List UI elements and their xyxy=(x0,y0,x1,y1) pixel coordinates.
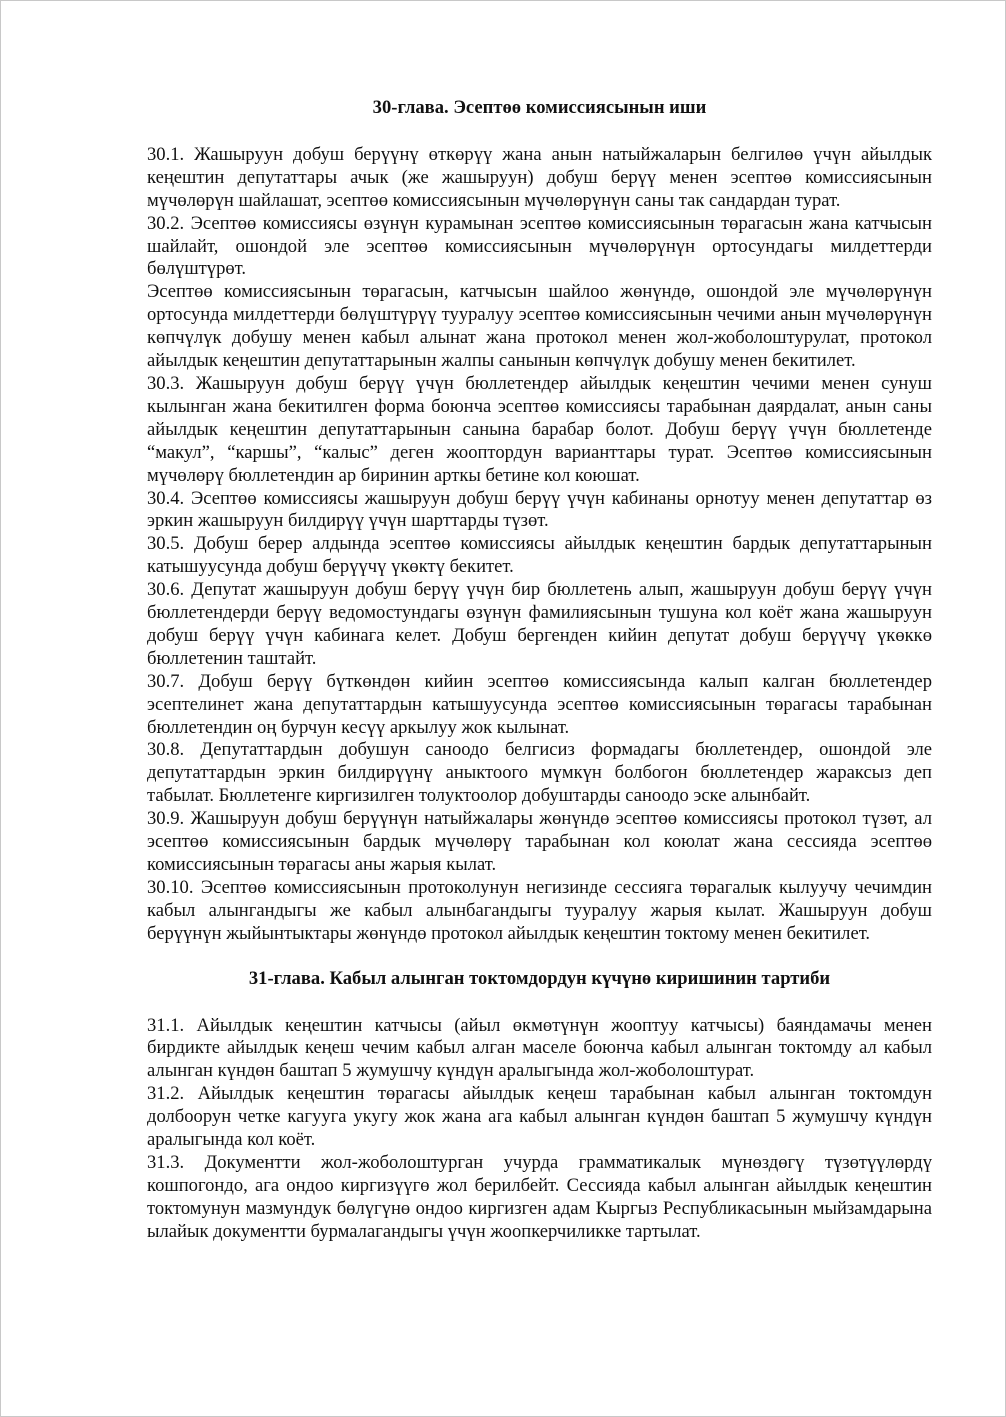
paragraph-31-1: 31.1. Айылдык кеңештин катчысы (айыл өкмөтүнүн жооптуу катчысы) баяндамачы менен бирдикте айылдык кеңеш чечим кабыл алган маселе боюнча кабыл алынган токтомду ал кабыл алынган күндөн баштап 5 жумушчу күндүн аралыгында жол-жоболоштурат. xyxy=(147,1014,932,1082)
chapter-31-title: 31-глава. Кабыл алынган токтомдордун күчүнө киришинин тартиби xyxy=(248,967,831,989)
paragraph-30-2: 30.2. Эсептөө комиссиясы өзүнүн курамынан эсептөө комиссиясынын төрагасын жана катчысын шайлайт, ошондой эле эсептөө комиссиясынын мүчөлөрүнүн ортосундагы милдеттерди бөлүштүрөт. xyxy=(147,212,932,280)
paragraph-30-2-cont: Эсептөө комиссиясынын төрагасын, катчысын шайлоо жөнүндө, ошондой эле мүчөлөрүнүн ортосунда милдеттерди бөлүштүрүү тууралуу эсептөө комиссиясынын чечими анын мүчөлөрүнүн көпчүлүк добушу менен кабыл алынат жана протокол менен жол-жоболоштурулат, протокол айылдык кеңештин депутаттарынын жалпы санынын көпчүлүк добушу менен бекитилет. xyxy=(147,281,932,372)
chapter-30-title: 30-глава. Эсептөө комиссиясынын иши xyxy=(372,97,707,118)
paragraph-30-1: 30.1. Жашыруун добуш берүүнү өткөрүү жана анын натыйжаларын белгилөө үчүн айылдык кеңештин депутаттары ачык (же жашыруун) добуш берүү менен эсептөө комиссиясынын мүчөлөрүн шайлашат, эсептөө комиссиясынын мүчөлөрүнүн саны так сандардан турат. xyxy=(147,143,932,211)
paragraph-30-6: 30.6. Депутат жашыруун добуш берүү үчүн бир бюллетень алып, жашыруун добуш берүү үчүн бюллетендерди берүү ведомостундагы өзүнүн фамилиясынын тушуна кол коёт жана жашыруун добуш берүү үчүн кабинага келет. Добуш бергенден кийин депутат добуш берүүчү үкөккө бюллетенин таштайт. xyxy=(147,579,932,669)
paragraph-31-3: 31.3. Документти жол-жоболоштурган учурда грамматикалык мүнөздөгү түзөтүүлөрдү кошпогондо, ага ондоо киргизүүгө жол берилбейт. Сессияда кабыл алынган айылдык кеңештин токтомунун мазмундук бөлүгүнө ондоо киргизген адам Кыргыз Республикасынын мыйзамдарына ылайык документти бурмалагандыгы үчүн жоопкерчиликке тартылат. xyxy=(147,1151,932,1242)
paragraph-30-8: 30.8. Депутаттардын добушун саноодо белгисиз формадагы бюллетендер, ошондой эле депутаттардын эркин билдирүүнү аныктоого мүмкүн болбогон бюллетендер жараксыз деп табылат. Бюллетенге киргизилген толуктоолор добуштарды саноодо эске алынбайт. xyxy=(147,739,932,807)
paragraph-30-4: 30.4. Эсептөө комиссиясы жашыруун добуш берүү үчүн кабинаны орнотуу менен депутаттар өз эркин жашыруун билдирүү үчүн шарттарды түзөт. xyxy=(147,487,932,532)
paragraph-30-10: 30.10. Эсептөө комиссиясынын протоколунун негизинде сессияга төрагалык кылуучу чечимдин кабыл алынгандыгы же кабыл алынбагандыгы тууралуу жарыя кылат. Жашыруун добуш берүүнүн жыйынтыктары жөнүндө протокол айылдык кеңештин токтому менен бекитилет. xyxy=(147,876,932,944)
paragraph-30-9: 30.9. Жашыруун добуш берүүнүн натыйжалары жөнүндө эсептөө комиссиясы протокол түзөт, ал эсептөө комиссиясынын бардык мүчөлөрү тарабынан кол коюлат жана сессияда эсептөө комиссиясынын төрагасы аны жарыя кылат. xyxy=(147,808,932,875)
document-body xyxy=(147,97,932,1244)
paragraph-30-5: 30.5. Добуш берер алдында эсептөө комиссиясы айылдык кеңештин бардык депутаттарынын катышуусунда добуш берүүчү үкөктү бекитет. xyxy=(147,533,932,578)
paragraph-30-7: 30.7. Добуш берүү бүткөндөн кийин эсептөө комиссиясында калып калган бюллетендер эсептелинет жана депутаттардын катышуусунда эсептөө комиссиясынын төрагасы тарабынан бюллетендин оң бурчун кесүү аркылуу жок кылынат. xyxy=(147,670,932,738)
paragraph-31-2: 31.2. Айылдык кеңештин төрагасы айылдык кеңеш тарабынан кабыл алынган токтомдун долбоорун четке кагууга укугу жок жана ага кабыл алынган күндөн баштап 5 жумушчу күндүн аралыгында кол коёт. xyxy=(147,1083,932,1151)
paragraph-30-3: 30.3. Жашыруун добуш берүү үчүн бюллетендер айылдык кеңештин чечими менен сунуш кылынган жана бекитилген форма боюнча эсептөө комиссиясы тарабынан даярдалат, анын саны айылдык кеңештин депутаттарынын санына барабар болот. Добуш берүү үчүн бюллетенде “макул”, “каршы”, “калыс” деген жооптордун варианттары турат. Эсептөө комиссиясынын мүчөлөрү бюллетендин ар биринин арткы бетине кол коюшат. xyxy=(147,372,932,486)
